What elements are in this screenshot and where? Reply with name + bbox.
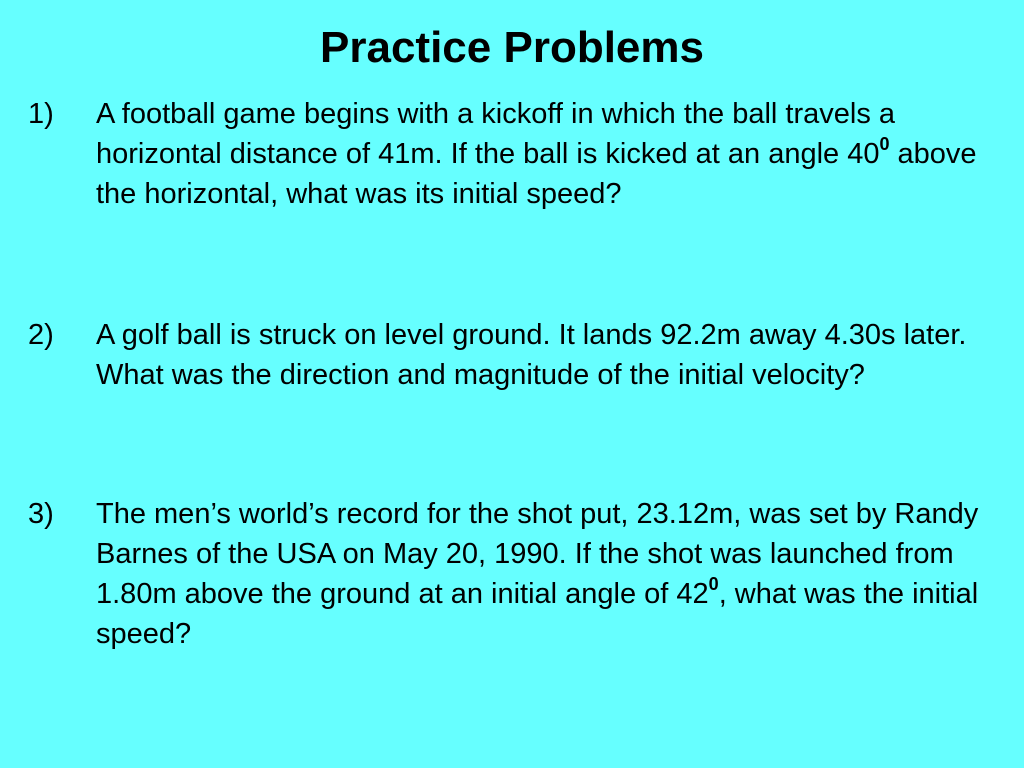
problem-text — [96, 494, 998, 654]
problem-item-1 — [28, 94, 998, 214]
problem-text-after: , what was the initial speed? — [96, 578, 979, 650]
problem-text-before: A football game begins with a kickoff in which the ball travels a horizontal distance of 41m. If the ball is kicked at an angle 40 — [96, 98, 896, 170]
slide-title: Practice Problems — [320, 23, 704, 72]
problem-item-2 — [28, 315, 998, 395]
problem-text — [96, 94, 998, 214]
problem-number: 1) — [28, 98, 54, 130]
problem-item-3 — [28, 494, 998, 654]
problem-text: A golf ball is struck on level ground. It lands 92.2m away 4.30s later. What was the direction and magnitude of the initial velocity? — [96, 319, 967, 391]
problem-text-before: The men’s world’s record for the shot put, 23.12m, was set by Randy Barnes of the USA on May 20, 1990. If the shot was launched from 1.80m above the ground at an initial angle of 42 — [96, 498, 979, 610]
problem-text-after: above the horizontal, what was its initial speed? — [96, 138, 977, 210]
degree-superscript: 0 — [708, 574, 719, 595]
problem-number: 3) — [28, 498, 54, 530]
problem-number: 2) — [28, 319, 54, 351]
degree-superscript: 0 — [879, 134, 890, 155]
